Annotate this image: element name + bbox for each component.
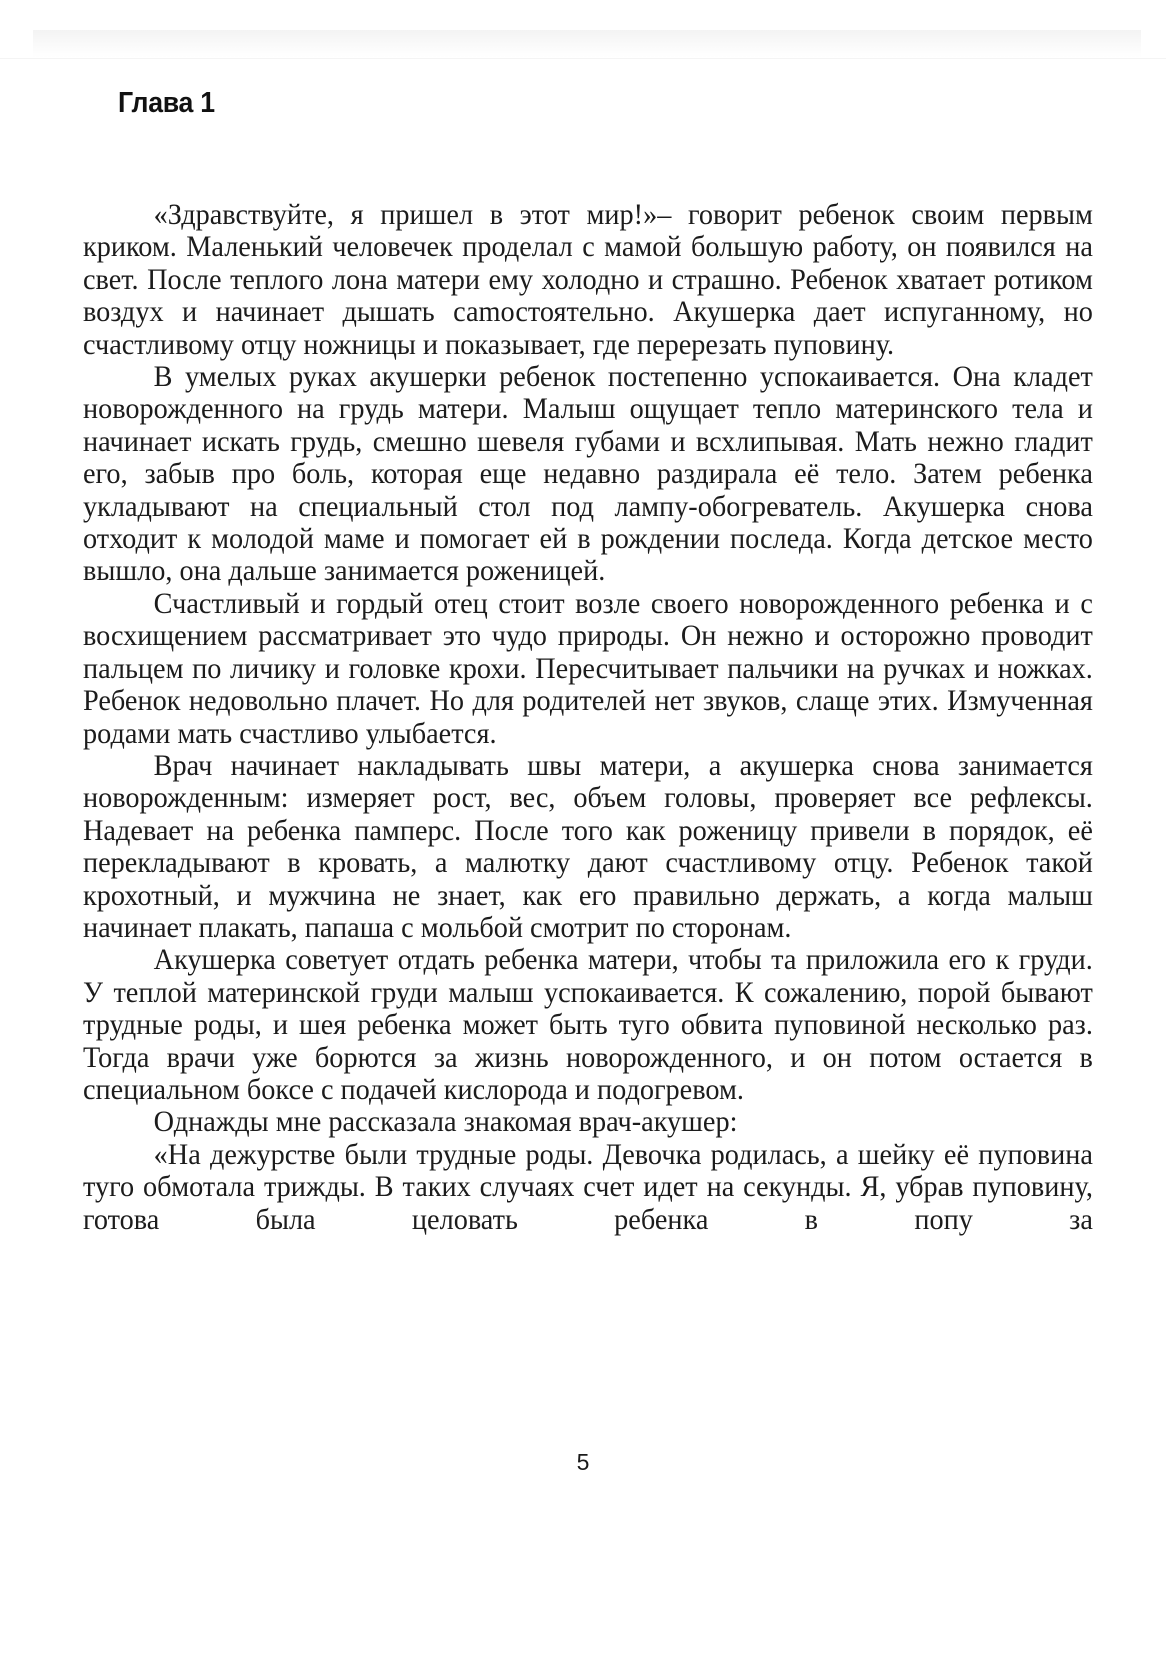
viewer-top-edge (33, 30, 1141, 58)
paragraph-4: Врач начинает накладывать швы матери, а акушерка снова занимается новорожденным: измеряет рост, вес, объем головы, проверяет все рефлексы. Надевает на ребенка памперс. После того как роженицу привели в порядок, её перекладывают в кровать, а малютку дают счастливому отцу. Ребенок такой крохотный, и мужчина не знает, как его правильно держать, а когда малыш начинает плакать, папаша с мольбой смотрит по сторонам. (83, 749, 1093, 944)
page-number: 5 (576, 1449, 590, 1475)
paragraph-1: «Здравствуйте, я пришел в этот мир!»– говорит ребенок своим первым криком. Маленький человечек проделал с мамой большую работу, он появился на свет. После теплого лона матери ему холодно и страшно. Ребенок хватает ротиком воздух и начинает дышать саmостоятельно. Акушерка дает испуганному, но счастливому отцу ножницы и показывает, где перерезать пуповину. (83, 199, 1093, 361)
paragraph-7: «На дежурстве были трудные роды. Девочка родилась, а шейку её пуповина туго обмотала трижды. В таких случаях счет идет на секунды. Я, убрав пуповину, готова была целовать ребенка в попу за (83, 1138, 1093, 1236)
chapter-title: Глава 1 (118, 87, 215, 119)
paragraph-6: Однажды мне рассказала знакомая врач-акушер: (153, 1106, 738, 1139)
document-page (0, 58, 1166, 1655)
chapter-body (83, 199, 1093, 1236)
paragraph-3: Счастливый и гордый отец стоит возле своего новорожденного ребенка и с восхищением рассматривает это чудо природы. Он нежно и осторожно проводит пальцем по личику и головке крохи. Пересчитывает пальчики на ручках и ножках. Ребенок недовольно плачет. Но для родителей нет звуков, слаще этих. Измученная родами мать счастливо улыбается. (83, 587, 1093, 750)
body-text-block (83, 199, 1093, 1236)
paragraph-2: В умелых руках акушерки ребенок постепенно успокаивается. Она кладет новорожденного на грудь матери. Малыш ощущает тепло материнского тела и начинает искать грудь, смешно шевеля губами и всхлипывая. Мать нежно гладит его, забыв про боль, которая еще недавно раздирала её тело. Затем ребенка укладывают на специальный стол под лампу-обогреватель. Акушерка снова отходит к молодой маме и помогает ей в рождении последа. Когда детское место вышло, она дальше занимается роженицей. (83, 361, 1093, 588)
paragraph-5: Акушерка советует отдать ребенка матери, чтобы та приложила его к груди. У теплой материнской груди малыш успокаивается. К сожалению, порой бывают трудные роды, и шея ребенка может быть туго обвита пуповиной несколько раз. Тогда врачи уже борются за жизнь новорожденного, и он потом остается в специальном боксе с подачей кислорода и подогревом. (83, 944, 1093, 1106)
